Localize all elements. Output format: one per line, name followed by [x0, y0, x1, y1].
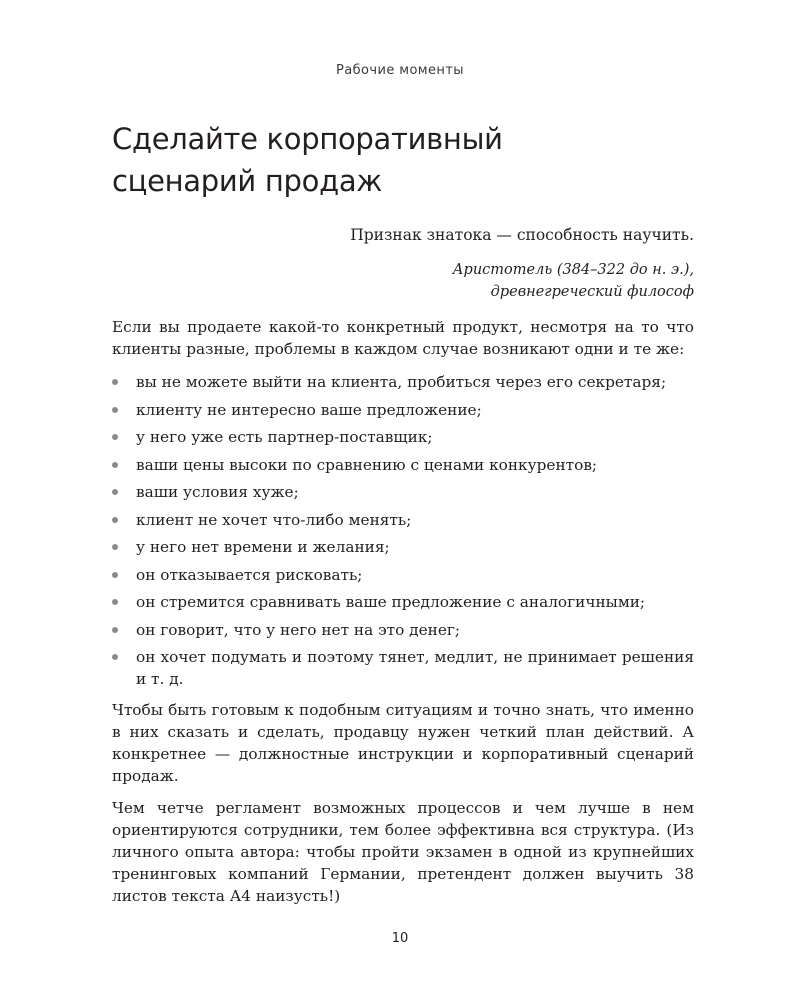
bullet-dot-icon: [112, 434, 118, 440]
list-item-text: клиенту не интересно ваше предложение;: [136, 400, 482, 419]
list-item-text: ваши цены высоки по сравнению с ценами конкурентов;: [136, 455, 598, 474]
bullet-dot-icon: [112, 462, 118, 468]
page-number: 10: [391, 931, 409, 946]
list-item: [112, 564, 694, 586]
list-item: [112, 509, 694, 531]
epigraph-source-line-2: древнегреческий философ: [490, 284, 694, 300]
epigraph-source-line-1: Аристотель (384–322 до н. э.),: [452, 262, 694, 278]
list-item: [112, 454, 694, 476]
list-item-text: у него уже есть партнер-поставщик;: [136, 428, 433, 446]
list-item-text: он стремится сравнивать ваше предложение с аналогичными;: [136, 593, 646, 611]
list-item: [112, 426, 694, 448]
body-paragraph-2: Чтобы быть готовым к подобным ситуациям и точно знать, что именно в них сказать и сделать, продавцу нужен четкий план действий. А конкретнее — должностные инструкции и корпоративный сценарий продаж.: [112, 701, 694, 785]
list-item-text: ваши условия хуже;: [136, 483, 299, 501]
body-paragraph-3: Чем четче регламент возможных процессов и чем лучше в нем ориентируются сотрудники, тем более эффективна вся структура. (Из личного опыта автора: чтобы пройти экзамен в одной из крупнейших тренинговых компаний Германии, претендент должен выучить 38 листов текста А4 наизусть!): [112, 799, 694, 905]
epigraph-quote: Признак знатока — способность научить.: [350, 226, 694, 244]
chapter-title: [112, 118, 712, 202]
list-item-text: он отказывается рисковать;: [136, 565, 363, 584]
bullet-dot-icon: [112, 489, 118, 495]
bullet-dot-icon: [112, 572, 118, 578]
bullet-dot-icon: [112, 544, 118, 550]
chapter-title-line-2: сценарий продаж: [112, 164, 383, 198]
list-item: [112, 399, 694, 421]
bullet-dot-icon: [112, 517, 118, 523]
bullet-dot-icon: [112, 627, 118, 633]
intro-paragraph: Если вы продаете какой-то конкретный продукт, несмотря на то что клиенты разные, проблемы в каждом случае возникают одни и те же:: [112, 318, 694, 358]
list-item: [112, 481, 694, 503]
bullet-dot-icon: [112, 654, 118, 660]
chapter-title-line-1: Сделайте корпоративный: [112, 122, 503, 156]
bullet-dot-icon: [112, 407, 118, 413]
list-item: [112, 619, 694, 641]
bullet-list: [112, 371, 694, 696]
epigraph-source: [112, 259, 694, 303]
list-item-text: клиент не хочет что-либо менять;: [136, 510, 412, 529]
bullet-dot-icon: [112, 599, 118, 605]
list-item: [112, 591, 694, 613]
list-item: [112, 371, 694, 393]
list-item-text: вы не можете выйти на клиента, пробиться через его секретаря;: [136, 373, 667, 391]
running-head: Рабочие моменты: [336, 63, 464, 78]
list-item-text: у него нет времени и желания;: [136, 538, 390, 556]
list-item: [112, 646, 694, 690]
list-item-text: он хочет подумать и поэтому тянет, медлит, не принимает решения и т. д.: [136, 648, 694, 688]
list-item: [112, 536, 694, 558]
list-item-text: он говорит, что у него нет на это денег;: [136, 620, 461, 639]
bullet-dot-icon: [112, 379, 118, 385]
